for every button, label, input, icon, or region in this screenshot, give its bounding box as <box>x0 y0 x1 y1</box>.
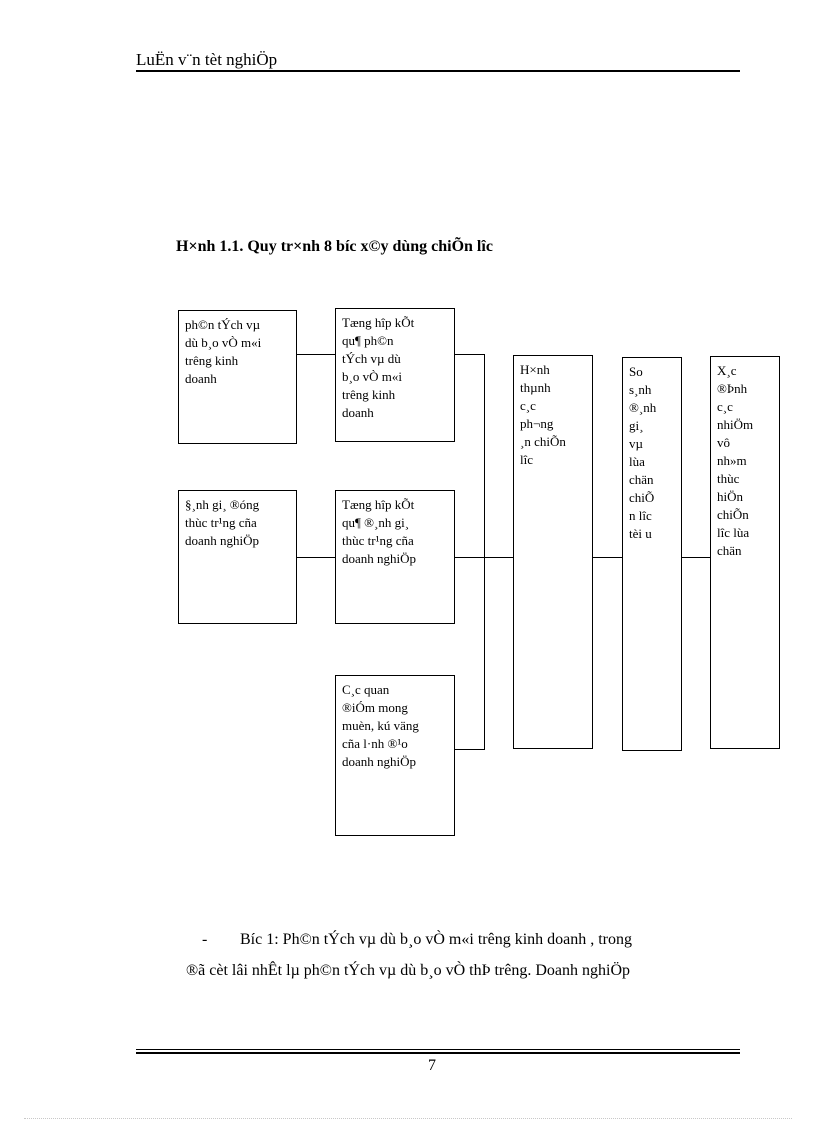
header-rule <box>136 70 740 72</box>
paragraph-line-1: Bíc 1: Ph©n tÝch vµ dù b¸o vÒ m«i trêng kinh doanh , trong <box>240 931 633 948</box>
connector-b7-b8 <box>682 557 710 558</box>
page-number: 7 <box>428 1057 436 1074</box>
box-leadership-views: C¸c quan ®iÓm mong muèn, kú väng cña l·nh ®¹o doanh nghiÖp <box>335 675 455 836</box>
connector-bus-vertical <box>484 354 485 749</box>
connector-b1-b3 <box>297 354 335 355</box>
box-compare-select: So s¸nh ®¸nh gi¸ vµ lùa chän chiÕ n lîc tèi u <box>622 357 682 751</box>
page-bottom-edge <box>24 1118 792 1119</box>
box-environment-analysis: ph©n tÝch vµ dù b¸o vÒ m«i trêng kinh doanh <box>178 310 297 444</box>
figure-caption: H×nh 1.1. Quy tr×nh 8 bíc x©y dùng chiÕn lîc <box>176 238 493 255</box>
box-synthesis-assessment: Tæng hîp kÕt qu¶ ®¸nh gi¸ thùc tr¹ng cña doanh nghiÖp <box>335 490 455 624</box>
footer-rule-thick <box>136 1052 740 1054</box>
page-header-title: LuËn v¨n tèt nghiÖp <box>136 50 278 69</box>
paragraph-line-2: ®ã cèt lâi nhÊt lµ ph©n tÝch vµ dù b¸o vÒ thÞ trêng. Doanh nghiÖp <box>186 962 631 979</box>
connector-b4-bus <box>455 557 485 558</box>
box-enterprise-assessment: §¸nh gi¸ ®óng thùc tr¹ng cña doanh nghiÖp <box>178 490 297 624</box>
connector-b2-b4 <box>297 557 335 558</box>
connector-b5-bus <box>455 749 485 750</box>
box-synthesis-environment: Tæng hîp kÕt qu¶ ph©n tÝch vµ dù b¸o vÒ m«i trêng kinh doanh <box>335 308 455 442</box>
connector-bus-b6 <box>484 557 513 558</box>
connector-b6-b7 <box>593 557 622 558</box>
connector-b3-bus <box>455 354 485 355</box>
footer-rule-thin <box>136 1049 740 1050</box>
paragraph-bullet: - <box>202 931 208 948</box>
box-strategy-options: H×nh thµnh c¸c ph¬ng ¸n chiÕn lîc <box>513 355 593 749</box>
box-define-tasks: X¸c ®Þnh c¸c nhiÖm vô nh»m thùc hiÖn chiÕn lîc lùa chän <box>710 356 780 749</box>
